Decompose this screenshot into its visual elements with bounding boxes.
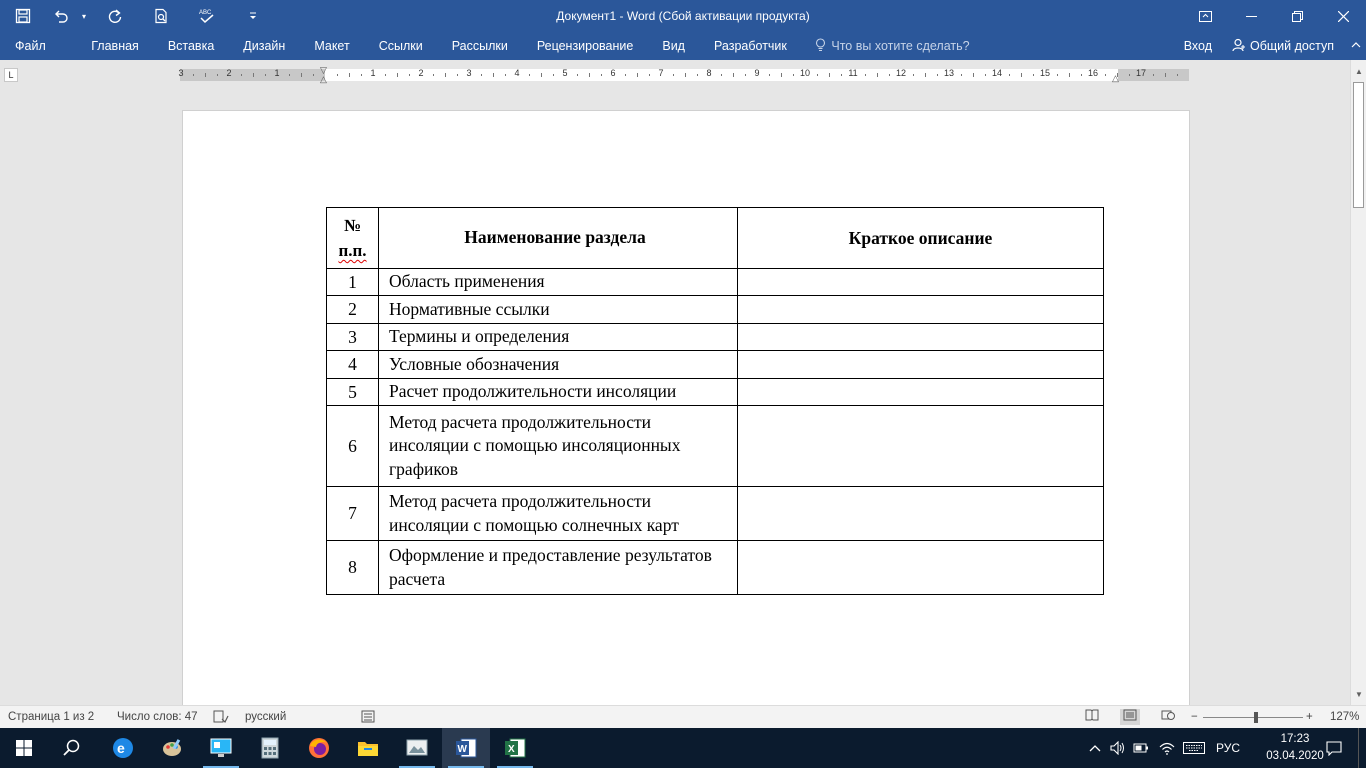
ruler-tick <box>733 73 734 77</box>
tab-home[interactable]: Главная <box>91 39 139 53</box>
scrollbar-thumb[interactable] <box>1353 82 1364 208</box>
ruler-number: 6 <box>610 68 616 78</box>
tab-view[interactable]: Вид <box>662 39 685 53</box>
row-name[interactable]: Расчет продолжительности инсоляции <box>379 379 738 406</box>
volume-icon[interactable] <box>1107 728 1129 768</box>
ruler-dot <box>625 74 626 76</box>
ruler-tick <box>349 73 350 77</box>
ruler-dot <box>865 74 866 76</box>
table-row <box>327 406 1104 487</box>
ruler-number: 17 <box>1135 68 1146 78</box>
tab-file[interactable]: Файл <box>15 39 46 53</box>
word-app-icon[interactable] <box>442 728 490 768</box>
ruler-number: 7 <box>658 68 664 78</box>
print-layout-icon[interactable] <box>1120 709 1140 725</box>
row-name[interactable]: Оформление и предоставление результатов расчета <box>379 541 738 595</box>
row-description[interactable] <box>738 379 1104 406</box>
row-description[interactable] <box>738 406 1104 487</box>
row-description[interactable] <box>738 351 1104 379</box>
ruler-tick <box>637 73 638 77</box>
show-hidden-icons-icon[interactable] <box>1085 728 1105 768</box>
remote-desktop-icon[interactable] <box>197 728 245 768</box>
paint-app-icon[interactable] <box>148 728 196 768</box>
macro-recording-icon[interactable] <box>361 706 375 728</box>
zoom-out-button[interactable]: − <box>1191 711 1198 723</box>
input-language[interactable]: РУС <box>1215 741 1241 755</box>
tell-me-placeholder: Что вы хотите сделать? <box>831 39 970 53</box>
web-layout-icon[interactable] <box>1158 709 1178 725</box>
ruler-dot <box>913 74 914 76</box>
ruler-dot <box>529 74 530 76</box>
ruler-number: 14 <box>991 68 1002 78</box>
ruler-dot <box>337 74 338 76</box>
ruler-dot <box>769 74 770 76</box>
row-number[interactable]: 4 <box>327 351 379 379</box>
system-clock[interactable] <box>1266 731 1324 765</box>
person-icon <box>1232 38 1246 55</box>
window-controls <box>1182 0 1366 32</box>
row-number[interactable]: 2 <box>327 296 379 324</box>
ruler-dot <box>649 74 650 76</box>
ruler-dot <box>673 74 674 76</box>
ruler-dot <box>1153 74 1154 76</box>
document-area <box>0 90 1350 705</box>
zoom-slider[interactable] <box>1203 717 1303 718</box>
row-name[interactable]: Условные обозначения <box>379 351 738 379</box>
ruler-dot <box>1177 74 1178 76</box>
ruler-tick <box>685 73 686 77</box>
ruler-number: 11 <box>848 68 858 78</box>
ruler-number: 2 <box>418 68 424 78</box>
ruler-dot <box>193 74 194 76</box>
photos-app-icon[interactable] <box>393 728 441 768</box>
left-indent-marker[interactable]: △ <box>320 74 327 84</box>
ruler-dot <box>1057 74 1058 76</box>
ruler-number: 10 <box>799 68 810 78</box>
ruler-tick <box>589 73 590 77</box>
tab-insert[interactable]: Вставка <box>167 39 215 53</box>
search-icon[interactable] <box>48 728 96 768</box>
tab-references[interactable]: Ссылки <box>378 39 423 53</box>
ruler-number: 1 <box>370 68 376 78</box>
row-number[interactable]: 7 <box>327 487 379 541</box>
tell-me-box[interactable] <box>801 38 969 55</box>
ruler-dot <box>841 74 842 76</box>
ruler-number: 16 <box>1087 68 1098 78</box>
ruler-dot <box>289 74 290 76</box>
close-icon[interactable] <box>1320 0 1366 32</box>
table-header-row <box>327 208 1104 269</box>
row-description[interactable] <box>738 541 1104 595</box>
svg-text:W: W <box>457 744 467 755</box>
show-desktop-button[interactable] <box>1358 728 1366 768</box>
undo-dropdown-icon[interactable]: ▾ <box>81 11 86 21</box>
ruler-dot <box>505 74 506 76</box>
row-number[interactable]: 8 <box>327 541 379 595</box>
row-description[interactable] <box>738 324 1104 351</box>
windows-taskbar <box>0 728 1366 768</box>
ruler-number: 3 <box>466 68 472 78</box>
window-title: Документ1 - Word (Сбой активации продукта) <box>556 9 810 23</box>
tab-design[interactable]: Дизайн <box>243 39 286 53</box>
read-mode-icon[interactable] <box>1082 709 1102 725</box>
ruler-dot <box>241 74 242 76</box>
ruler-dot <box>937 74 938 76</box>
ruler-tick <box>397 73 398 77</box>
ruler-number: 3 <box>178 68 184 78</box>
svg-text:ABC: ABC <box>199 10 212 16</box>
ruler-number: 9 <box>754 68 760 78</box>
ruler-tick <box>829 73 830 77</box>
row-number[interactable]: 3 <box>327 324 379 351</box>
ruler-tick <box>493 73 494 77</box>
ruler-dot <box>817 74 818 76</box>
row-description[interactable] <box>738 487 1104 541</box>
start-button-icon[interactable] <box>0 728 48 768</box>
ruler-dot <box>457 74 458 76</box>
scroll-up-icon[interactable]: ▲ <box>1355 67 1363 76</box>
table-row <box>327 324 1104 351</box>
ruler-dot <box>409 74 410 76</box>
share-label: Общий доступ <box>1250 39 1334 53</box>
ruler-tick <box>253 73 254 77</box>
ruler-dot <box>793 74 794 76</box>
ruler-dot <box>697 74 698 76</box>
ruler-number: 4 <box>514 68 520 78</box>
ruler-tick <box>781 73 782 77</box>
share-button[interactable] <box>1224 38 1346 55</box>
collapse-ribbon-icon[interactable] <box>1346 39 1366 53</box>
ribbon-display-options-icon[interactable] <box>1182 0 1228 32</box>
ruler-dot <box>385 74 386 76</box>
ruler-tick <box>541 73 542 77</box>
ribbon-tabs-bar <box>0 32 1366 60</box>
right-indent-marker[interactable]: △ <box>1112 73 1119 83</box>
spelling-icon[interactable] <box>184 0 230 32</box>
row-number[interactable]: 6 <box>327 406 379 487</box>
ribbon-tabs <box>0 32 970 60</box>
svg-text:e: e <box>117 740 125 756</box>
tab-layout[interactable]: Макет <box>314 39 350 53</box>
row-description[interactable] <box>738 269 1104 296</box>
svg-text:X: X <box>508 744 515 755</box>
lightbulb-icon <box>815 38 826 55</box>
account-area <box>1172 32 1366 60</box>
table-row <box>327 379 1104 406</box>
ruler-tick <box>1165 73 1166 77</box>
sign-in-link[interactable]: Вход <box>1183 39 1213 53</box>
header-cell-description[interactable]: Краткое описание <box>738 208 1104 269</box>
document-page[interactable] <box>182 110 1190 705</box>
table-row <box>327 541 1104 595</box>
ruler-area <box>0 60 1350 90</box>
table-row <box>327 487 1104 541</box>
redo-icon[interactable] <box>92 0 138 32</box>
ruler-dot <box>361 74 362 76</box>
ruler-tick <box>301 73 302 77</box>
table-row <box>327 351 1104 379</box>
quick-access-toolbar <box>0 0 276 32</box>
first-line-indent-marker[interactable]: ▽ <box>320 65 327 75</box>
page-count[interactable]: Страница 1 из 2 <box>8 711 95 723</box>
ruler-number: 12 <box>895 68 906 78</box>
row-description[interactable] <box>738 296 1104 324</box>
restore-icon[interactable] <box>1274 0 1320 32</box>
ruler-dot <box>217 74 218 76</box>
zoom-slider-thumb[interactable] <box>1254 712 1258 723</box>
excel-app-icon[interactable] <box>491 728 539 768</box>
tab-review[interactable]: Рецензирование <box>536 39 634 53</box>
status-bar <box>0 705 1366 728</box>
battery-icon[interactable] <box>1130 728 1152 768</box>
proofing-icon[interactable] <box>213 706 229 728</box>
header-number-abbrev: п.п. <box>338 241 367 260</box>
row-name[interactable]: Метод расчета продолжительности инсоляции с помощью солнечных карт <box>379 487 738 541</box>
ruler-dot <box>481 74 482 76</box>
minimize-icon[interactable] <box>1228 0 1274 32</box>
edge-browser-icon[interactable] <box>99 728 147 768</box>
ruler-number: 5 <box>562 68 568 78</box>
ruler-dot <box>1105 74 1106 76</box>
ruler-dot <box>889 74 890 76</box>
zoom-level[interactable]: 127% <box>1330 711 1360 723</box>
header-cell-number[interactable] <box>327 208 379 269</box>
wifi-icon[interactable] <box>1156 728 1178 768</box>
row-name[interactable]: Метод расчета продолжительности инсоляции с помощью инсоляционных графиков <box>379 406 738 487</box>
table-row <box>327 296 1104 324</box>
ruler-dot <box>265 74 266 76</box>
ruler-tick <box>445 73 446 77</box>
ruler-tick <box>205 73 206 77</box>
ruler-number: 15 <box>1039 68 1050 78</box>
ruler-number: 1 <box>274 68 280 78</box>
tab-mailings[interactable]: Рассылки <box>451 39 508 53</box>
ruler-dot <box>601 74 602 76</box>
firefox-icon[interactable] <box>295 728 343 768</box>
word-count[interactable]: Число слов: 47 <box>117 711 198 723</box>
clock-date: 03.04.2020 <box>1266 750 1324 762</box>
row-name[interactable]: Нормативные ссылки <box>379 296 738 324</box>
ruler-dot <box>1009 74 1010 76</box>
ruler-dot <box>1129 74 1130 76</box>
undo-icon[interactable] <box>46 0 76 32</box>
ruler-dot <box>313 74 314 76</box>
scroll-down-icon[interactable]: ▼ <box>1355 690 1363 699</box>
row-name[interactable]: Термины и определения <box>379 324 738 351</box>
ruler-dot <box>985 74 986 76</box>
ruler-tick <box>877 73 878 77</box>
ruler-number: 8 <box>706 68 712 78</box>
ruler-number: 13 <box>943 68 954 78</box>
row-number[interactable]: 5 <box>327 379 379 406</box>
touch-keyboard-icon[interactable] <box>1181 728 1207 768</box>
ruler-dot <box>961 74 962 76</box>
notifications-icon[interactable] <box>1322 728 1346 768</box>
save-icon[interactable] <box>0 0 46 32</box>
ruler-tick <box>1021 73 1022 77</box>
ruler-dot <box>1081 74 1082 76</box>
row-number[interactable]: 1 <box>327 269 379 296</box>
ruler-dot <box>745 74 746 76</box>
calculator-icon[interactable] <box>246 728 294 768</box>
ruler-number: 2 <box>226 68 232 78</box>
header-cell-name[interactable]: Наименование раздела <box>379 208 738 269</box>
language-indicator[interactable]: русский <box>245 711 287 723</box>
ruler-tick <box>925 73 926 77</box>
ruler-dot <box>433 74 434 76</box>
vertical-scrollbar[interactable] <box>1350 60 1366 705</box>
ruler-dot <box>553 74 554 76</box>
print-preview-icon[interactable] <box>138 0 184 32</box>
file-explorer-icon[interactable] <box>344 728 392 768</box>
table-row <box>327 269 1104 296</box>
ruler-dot <box>721 74 722 76</box>
document-table[interactable] <box>326 207 1104 595</box>
ruler-tick <box>1069 73 1070 77</box>
row-name[interactable]: Область применения <box>379 269 738 296</box>
ruler-dot <box>1033 74 1034 76</box>
tab-developer[interactable]: Разработчик <box>713 39 787 53</box>
ruler-tick <box>973 73 974 77</box>
title-bar <box>0 0 1366 32</box>
horizontal-ruler[interactable] <box>180 69 1189 81</box>
clock-time: 17:23 <box>1280 733 1310 745</box>
header-number-symbol: № <box>343 216 362 235</box>
customize-qat-icon[interactable] <box>230 0 276 32</box>
zoom-in-button[interactable]: + <box>1306 711 1313 723</box>
ruler-dot <box>577 74 578 76</box>
tab-selector[interactable]: L <box>4 68 18 82</box>
